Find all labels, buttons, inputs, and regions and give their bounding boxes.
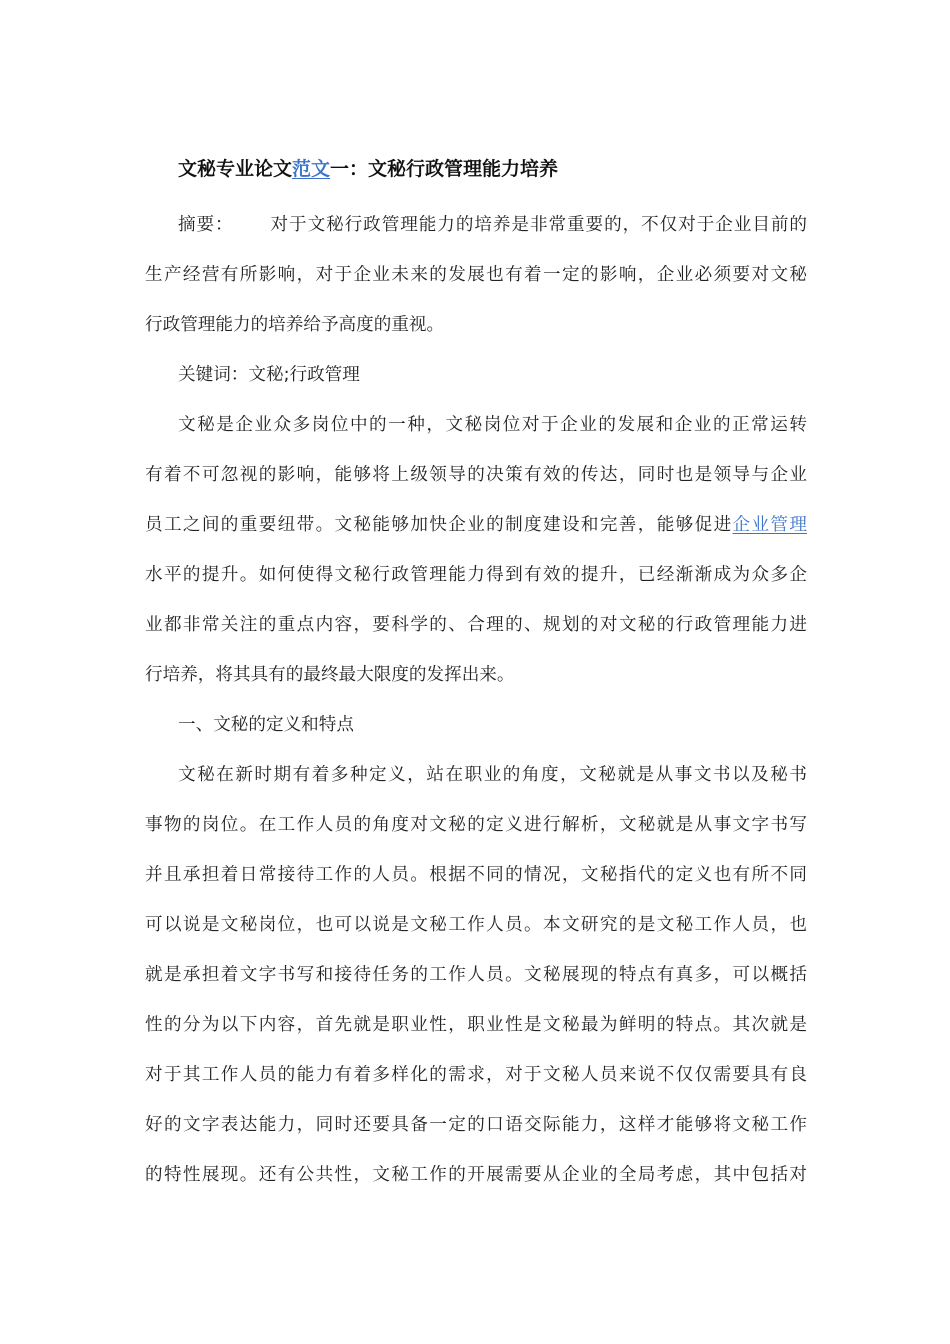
section1-heading: 一、文秘的定义和特点 — [178, 715, 354, 735]
section1-line-1: 文秘在新时期有着多种定义，站在职业的角度，文秘就是从事文书以及秘书 — [178, 765, 807, 785]
section1-line-8: 好的文字表达能力，同时还要具备一定的口语交际能力，这样才能够将文秘工作 — [145, 1115, 807, 1135]
document-title — [178, 153, 818, 185]
section1-line-9: 的特性展现。还有公共性，文秘工作的开展需要从企业的全局考虑，其中包括对 — [145, 1165, 807, 1185]
title-text-part2: 一：文秘行政管理能力培养 — [330, 158, 559, 180]
section1-line-5: 就是承担着文字书写和接待任务的工作人员。文秘展现的特点有真多，可以概括 — [145, 965, 807, 985]
section1-line-3: 并且承担着日常接待工作的人员。根据不同的情况，文秘指代的定义也有所不同 — [145, 865, 807, 885]
keywords-line: 关键词：文秘;行政管理 — [178, 365, 360, 385]
intro-line-4: 水平的提升。如何使得文秘行政管理能力得到有效的提升，已经渐渐成为众多企 — [145, 565, 807, 585]
title-link-fanwen[interactable]: 范文 — [292, 158, 331, 180]
intro-line-3 — [145, 510, 807, 540]
intro-line-6: 行培养，将其具有的最终最大限度的发挥出来。 — [145, 665, 515, 685]
abstract-line-3: 行政管理能力的培养给予高度的重视。 — [145, 315, 445, 335]
intro-line-2: 有着不可忽视的影响，能够将上级领导的决策有效的传达，同时也是领导与企业 — [145, 465, 807, 485]
intro-line-3-text: 员工之间的重要纽带。文秘能够加快企业的制度建设和完善，能够促进 — [145, 515, 733, 535]
section1-line-6: 性的分为以下内容，首先就是职业性，职业性是文秘最为鲜明的特点。其次就是 — [145, 1015, 807, 1035]
section1-line-2: 事物的岗位。在工作人员的角度对文秘的定义进行解析，文秘就是从事文字书写 — [145, 815, 807, 835]
section1-line-7: 对于其工作人员的能力有着多样化的需求，对于文秘人员来说不仅仅需要具有良 — [145, 1065, 807, 1085]
abstract-line-2: 生产经营有所影响，对于企业未来的发展也有着一定的影响，企业必须要对文秘 — [145, 265, 807, 285]
abstract-label: 摘要： — [178, 215, 234, 235]
abstract-line-1 — [178, 210, 807, 240]
title-text-part1: 文秘专业论文 — [178, 158, 293, 180]
section1-line-4: 可以说是文秘岗位，也可以说是文秘工作人员。本文研究的是文秘工作人员，也 — [145, 915, 807, 935]
intro-line-5: 业都非常关注的重点内容，要科学的、合理的、规划的对文秘的行政管理能力进 — [145, 615, 807, 635]
abstract-text-1: 对于文秘行政管理能力的培养是非常重要的，不仅对于企业目前的 — [269, 215, 807, 235]
intro-line-1: 文秘是企业众多岗位中的一种，文秘岗位对于企业的发展和企业的正常运转 — [178, 415, 807, 435]
link-qiye-guanli[interactable]: 企业管理 — [732, 515, 807, 535]
